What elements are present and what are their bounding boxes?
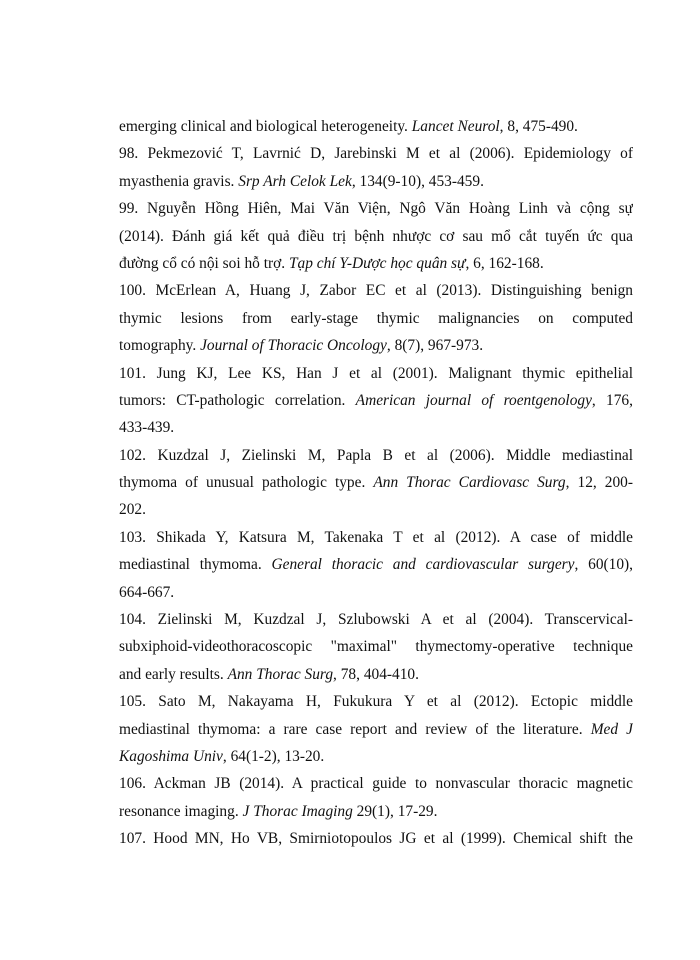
reference-line	[119, 277, 633, 304]
reference-text: 98. Pekmezović T, Lavrnić D, Jarebinski M et al (2006). Epidemiology of	[119, 145, 633, 163]
reference-line	[119, 743, 633, 770]
reference-line	[119, 332, 633, 359]
reference-text: resonance imaging.	[119, 802, 243, 820]
reference-text: myasthenia gravis.	[119, 172, 239, 190]
reference-text: 105. Sato M, Nakayama H, Fukukura Y et al (2012). Ectopic middle	[119, 693, 633, 711]
reference-text: 433-439.	[119, 419, 175, 437]
reference-line	[119, 168, 633, 195]
reference-text: tumors: CT-pathologic correlation.	[119, 391, 356, 409]
reference-text: 100. McErlean A, Huang J, Zabor EC et al (2013). Distinguishing benign	[119, 282, 633, 300]
reference-line	[119, 496, 633, 523]
reference-line	[119, 551, 633, 578]
reference-text: tomography.	[119, 337, 201, 355]
journal-title: Srp Arh Celok Lek	[238, 172, 352, 190]
reference-text: 103. Shikada Y, Katsura M, Takenaka T et al (2012). A case of middle	[119, 528, 633, 546]
journal-title: Ann Thorac Cardiovasc Surg	[373, 474, 566, 492]
reference-text: 101. Jung KJ, Lee KS, Han J et al (2001). Malignant thymic epithelial	[119, 364, 633, 382]
reference-line	[119, 223, 633, 250]
reference-text: 664-667.	[119, 583, 175, 601]
reference-line	[119, 661, 633, 688]
reference-text: 107. Hood MN, Ho VB, Smirniotopoulos JG et al (1999). Chemical shift the	[119, 830, 633, 848]
reference-line	[119, 688, 633, 715]
reference-text: 102. Kuzdzal J, Zielinski M, Papla B et al (2006). Middle mediastinal	[119, 446, 633, 464]
reference-text: mediastinal thymoma: a rare case report and review of the literature.	[119, 720, 591, 738]
reference-text: (2014). Đánh giá kết quả điều trị bệnh nhược cơ sau mổ cắt tuyến ức qua	[119, 227, 633, 245]
reference-text: , 6, 162-168.	[465, 254, 544, 272]
reference-text: 29(1), 17-29.	[352, 802, 438, 820]
reference-text: đường cổ có nội soi hỗ trợ.	[119, 254, 289, 272]
reference-line	[119, 606, 633, 633]
reference-line	[119, 825, 633, 852]
reference-line	[119, 113, 633, 140]
reference-line	[119, 305, 633, 332]
reference-line	[119, 250, 633, 277]
reference-list	[119, 113, 633, 853]
reference-text: , 8(7), 967-973.	[386, 337, 484, 355]
journal-title: American journal of roentgenology	[355, 391, 592, 409]
reference-text: and early results.	[119, 665, 228, 683]
reference-line	[119, 716, 633, 743]
reference-text: , 12, 200-	[565, 474, 633, 492]
reference-line	[119, 360, 633, 387]
reference-text: emerging clinical and biological heterogeneity.	[119, 118, 412, 135]
reference-text: 202.	[119, 501, 146, 519]
reference-line	[119, 524, 633, 551]
reference-text: 99. Nguyễn Hồng Hiên, Mai Văn Viện, Ngô Văn Hoàng Linh và cộng sự	[119, 200, 633, 218]
reference-line	[119, 633, 633, 660]
journal-title: Lancet Neurol	[411, 118, 500, 135]
reference-line	[119, 442, 633, 469]
reference-line	[119, 195, 633, 222]
reference-line	[119, 798, 633, 825]
reference-line	[119, 579, 633, 606]
journal-title: Med J	[590, 720, 633, 738]
reference-text: , 64(1-2), 13-20.	[222, 747, 325, 765]
reference-line	[119, 469, 633, 496]
journal-title: J Thorac Imaging	[242, 802, 353, 820]
journal-title: Tạp chí Y-Dược học quân sự	[288, 254, 466, 272]
reference-line	[119, 140, 633, 167]
reference-text: thymoma of unusual pathologic type.	[119, 474, 374, 492]
reference-text: , 134(9-10), 453-459.	[351, 172, 484, 190]
journal-title: Kagoshima Univ	[119, 747, 223, 765]
reference-text: subxiphoid-videothoracoscopic "maximal" thymectomy-operative technique	[119, 638, 633, 656]
reference-text: 106. Ackman JB (2014). A practical guide to nonvascular thoracic magnetic	[119, 775, 633, 793]
reference-line	[119, 387, 633, 414]
reference-text: , 176,	[591, 391, 633, 409]
journal-title: Ann Thorac Surg	[227, 665, 334, 683]
reference-line	[119, 414, 633, 441]
reference-text: , 60(10),	[574, 556, 633, 574]
reference-text: mediastinal thymoma.	[119, 556, 272, 574]
reference-text: , 8, 475-490.	[499, 118, 578, 135]
journal-title: General thoracic and cardiovascular surgery	[271, 556, 575, 574]
reference-text: 104. Zielinski M, Kuzdzal J, Szlubowski A et al (2004). Transcervical-	[119, 611, 633, 629]
journal-title: Journal of Thoracic Oncology	[200, 337, 387, 355]
reference-text: , 78, 404-410.	[333, 665, 419, 683]
reference-text: thymic lesions from early-stage thymic malignancies on computed	[119, 309, 633, 327]
reference-line	[119, 770, 633, 797]
